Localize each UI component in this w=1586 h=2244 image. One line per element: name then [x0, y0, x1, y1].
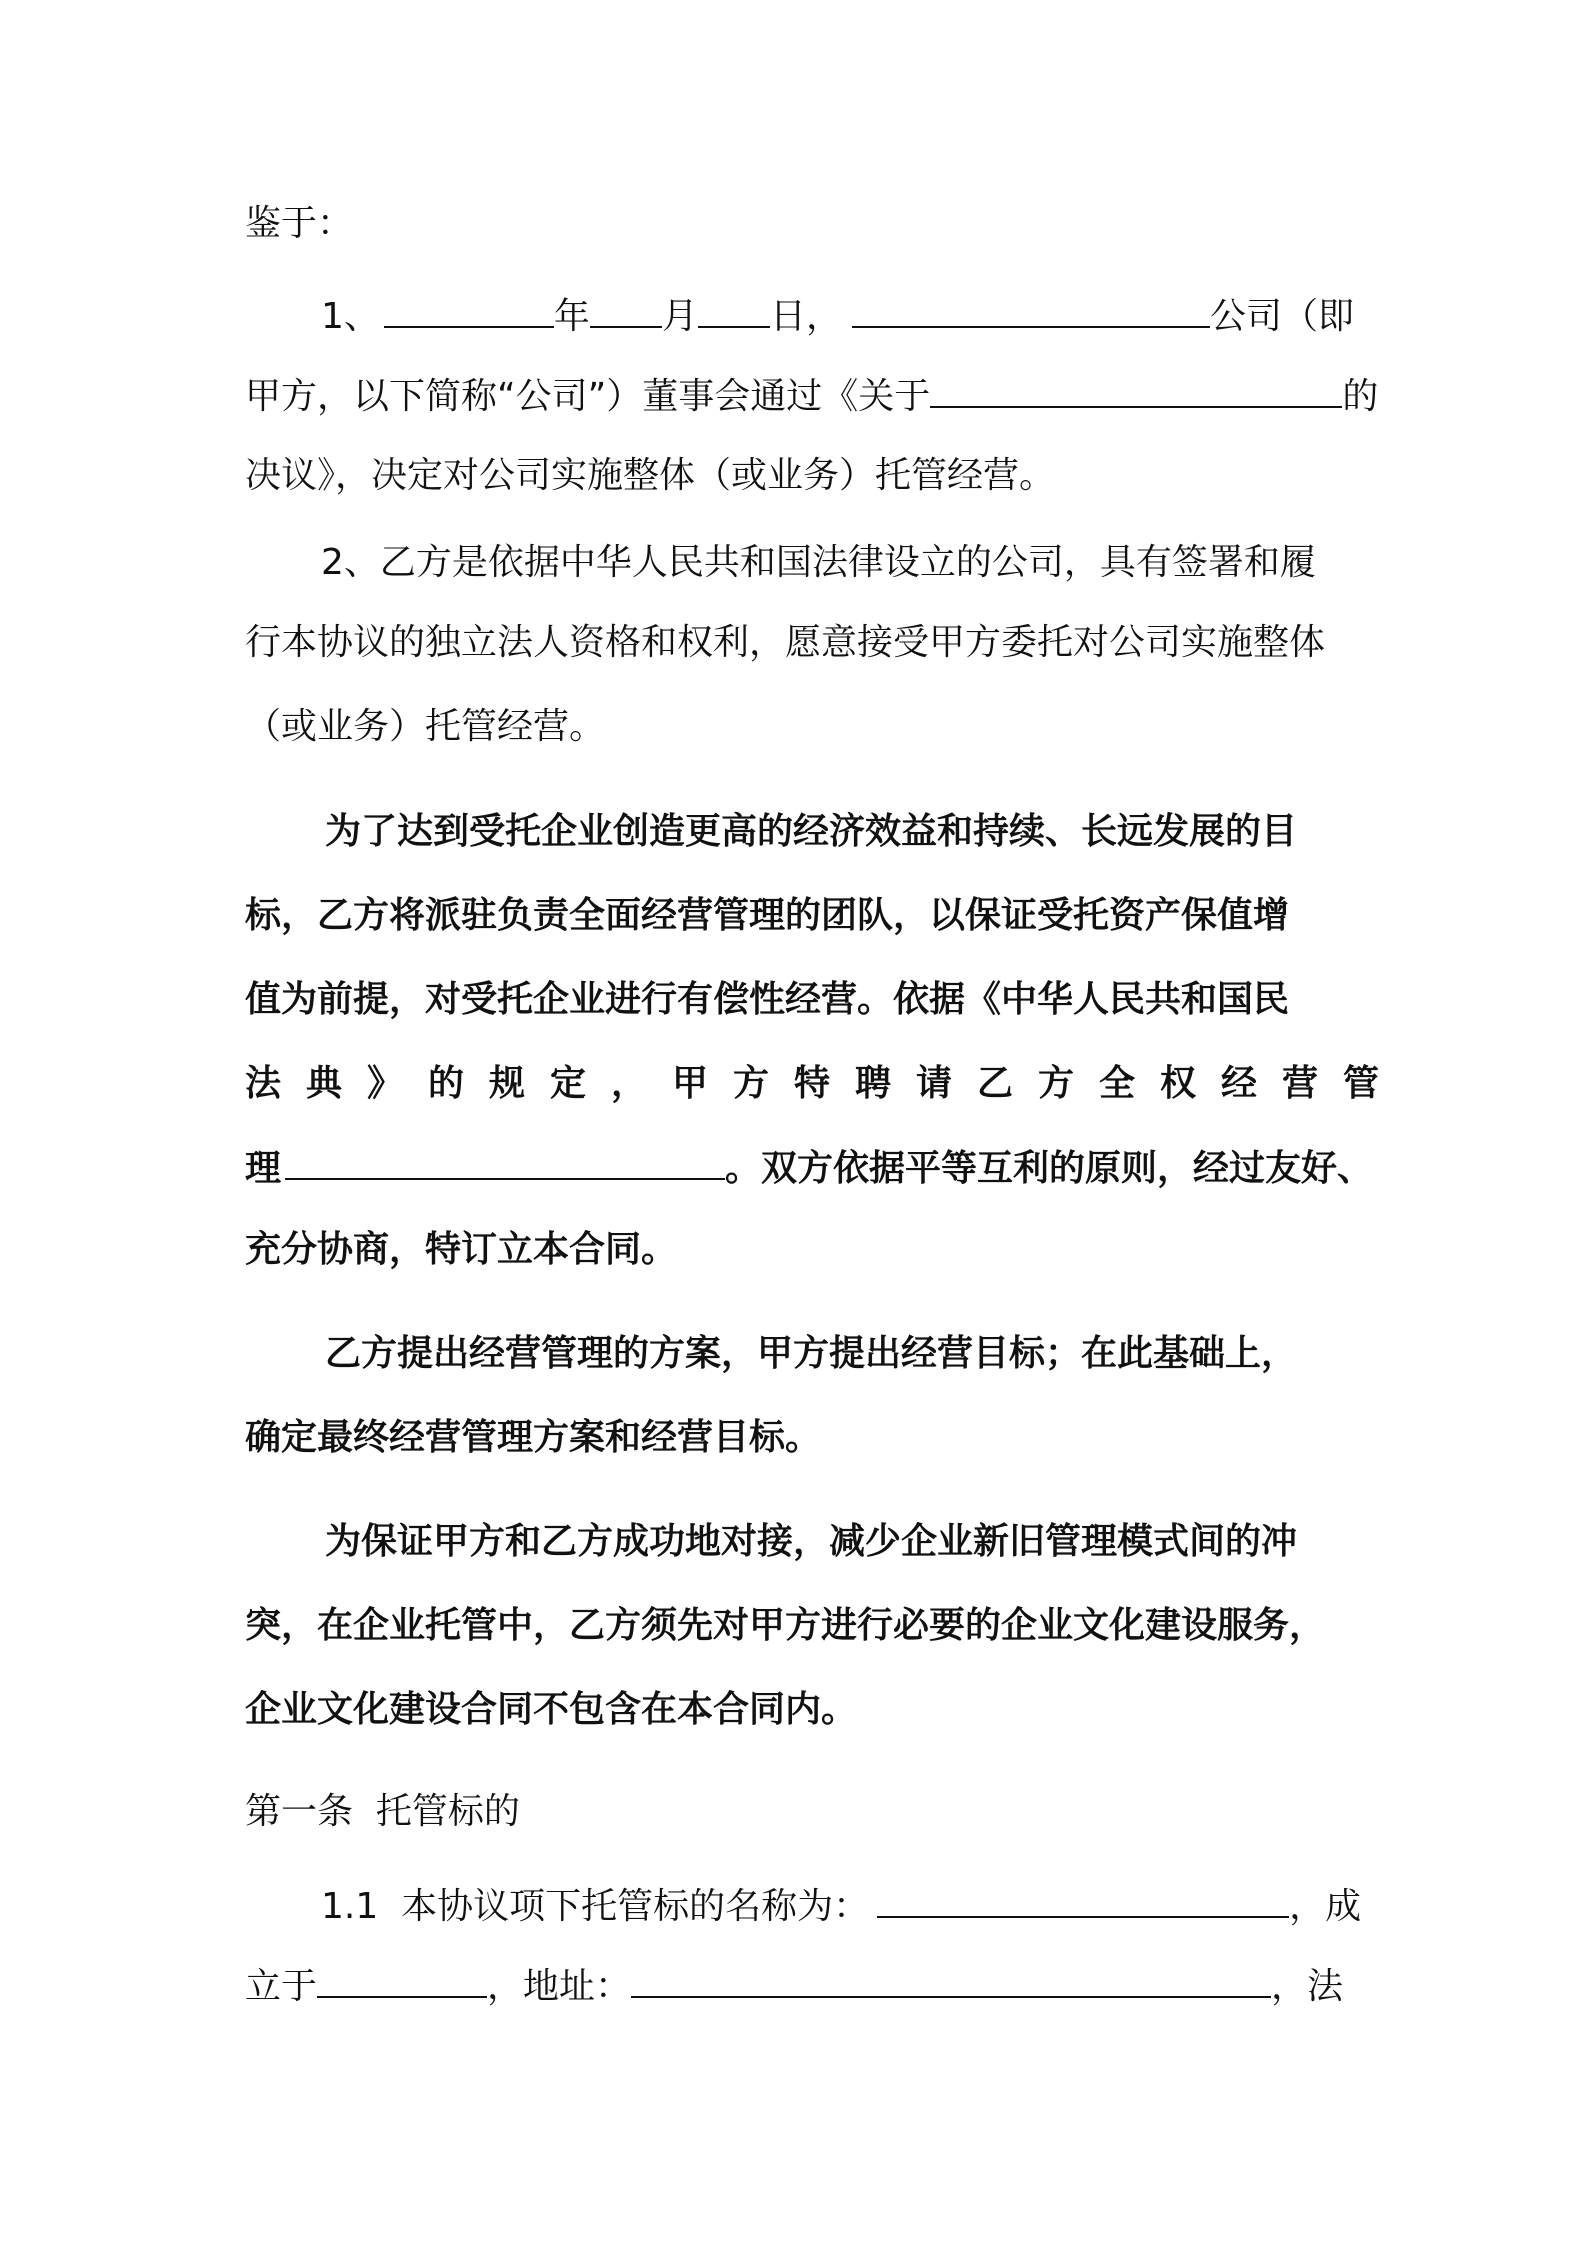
clause-1-1-line-1 [245, 1880, 1365, 1932]
recital-2-text-2: 行本协议的独立法人资格和权利，愿意接受甲方委托对公司实施整体 [245, 622, 1326, 663]
purpose-text-3: 值为前提，对受托企业进行有偿性经营。依据《中华人民共和国民 [245, 979, 1290, 1020]
purpose-line-4 [245, 1058, 1405, 1110]
day-blank[interactable] [698, 290, 770, 328]
plan-text-2: 确定最终经营管理方案和经营目标。 [245, 1417, 822, 1458]
culture-text-3: 企业文化建设合同不包含在本合同内。 [245, 1689, 858, 1730]
plan-text-1: 乙方提出经营管理的方案，甲方提出经营目标；在此基础上， [325, 1333, 1298, 1374]
day-label: 日， [769, 296, 842, 337]
purpose-line-2 [245, 890, 1365, 942]
year-blank[interactable] [384, 290, 554, 328]
plan-line-2 [245, 1412, 1365, 1464]
culture-line-2 [245, 1600, 1365, 1652]
purpose-line-1 [245, 806, 1365, 858]
recitals-heading-text: 鉴于： [245, 203, 354, 244]
month-label: 月 [661, 296, 698, 337]
company-name-blank[interactable] [852, 290, 1210, 328]
address-label: ，地址： [487, 1966, 632, 2007]
recital-1-line-2 [245, 370, 1379, 422]
clause-1-1-text-c: ，法 [1271, 1966, 1344, 2007]
recitals-heading [245, 198, 1365, 250]
founded-date-blank[interactable] [317, 1960, 487, 1998]
recital-1-text-c: 决议》，决定对公司实施整体（或业务）托管经营。 [245, 455, 1056, 496]
recital-2-text-1: 2、乙方是依据中华人民共和国法律设立的公司，具有签署和履 [321, 542, 1316, 583]
plan-line-1 [245, 1328, 1365, 1380]
recital-1-line-3 [245, 450, 1365, 502]
clause-1-1-text-b: ，成 [1289, 1886, 1362, 1927]
purpose-text-5a: 理 [245, 1148, 282, 1189]
purpose-text-2: 标，乙方将派驻负责全面经营管理的团队，以保证受托资产保值增 [245, 895, 1290, 936]
culture-line-1 [245, 1516, 1365, 1568]
company-suffix: 公司（即 [1209, 296, 1354, 337]
culture-text-2: 突，在企业托管中，乙方须先对甲方进行必要的企业文化建设服务， [245, 1605, 1326, 1646]
purpose-text-6: 充分协商，特订立本合同。 [245, 1229, 678, 1270]
recital-1-text-b: 的 [1342, 376, 1379, 417]
purpose-line-3 [245, 974, 1365, 1026]
recital-1-line-1 [245, 290, 1365, 342]
managed-object-blank[interactable] [285, 1142, 725, 1180]
purpose-text-4: 法典》的规定，甲方特聘请乙方全权经营管 [245, 1063, 1405, 1104]
recital-2-line-3 [245, 701, 1365, 753]
purpose-text-5b: 。双方依据平等互利的原则，经过友好、 [725, 1148, 1374, 1189]
article-1-title-text: 第一条 托管标的 [245, 1791, 520, 1832]
culture-line-3 [245, 1684, 1365, 1736]
recital-1-text-a: 甲方，以下简称“公司”）董事会通过《关于 [245, 376, 931, 417]
purpose-line-6 [245, 1224, 1365, 1276]
custody-object-name-blank[interactable] [877, 1880, 1289, 1918]
clause-1-1-text-a: 1.1 本协议项下托管标的名称为： [321, 1886, 870, 1927]
culture-text-1: 为保证甲方和乙方成功地对接，减少企业新旧管理模式间的冲 [325, 1521, 1298, 1562]
year-label: 年 [553, 296, 590, 337]
recital-2-text-3: （或业务）托管经营。 [245, 706, 606, 747]
purpose-text-1: 为了达到受托企业创造更高的经济效益和持续、长远发展的目 [325, 811, 1298, 852]
recital-2-line-2 [245, 617, 1365, 669]
clause-1-1-line-2 [245, 1960, 1365, 2012]
address-blank[interactable] [631, 1960, 1271, 1998]
founded-label: 立于 [245, 1966, 318, 2007]
recital-2-line-1 [245, 537, 1365, 589]
month-blank[interactable] [590, 290, 662, 328]
recital-1-number: 1、 [321, 296, 380, 337]
purpose-line-5 [245, 1142, 1374, 1194]
article-1-title [245, 1786, 1365, 1838]
resolution-title-blank[interactable] [930, 370, 1342, 408]
